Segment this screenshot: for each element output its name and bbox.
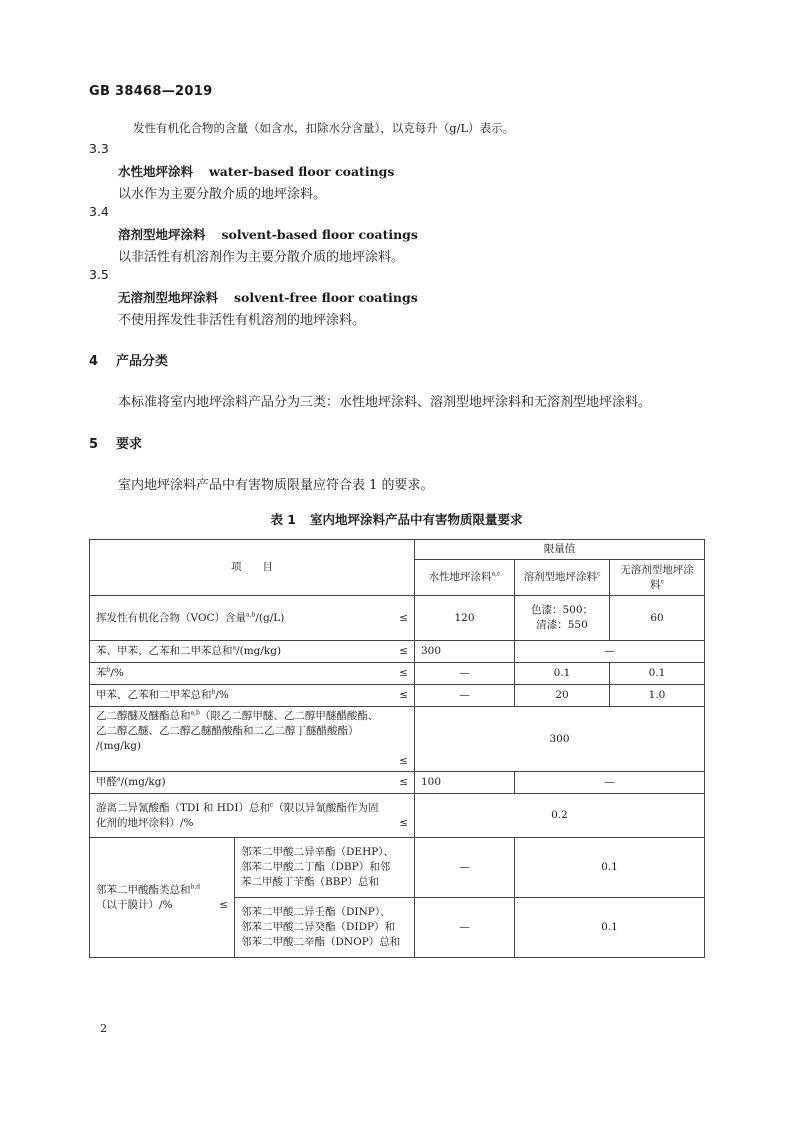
table-row (90, 707, 705, 772)
row-label: 游离二异氰酸酯（TDI 和 HDI）总和$^c$（限以异氰酸酯作为固 ≤ 化剂的地坪涂料）/% (90, 794, 415, 838)
section-number: 4 (89, 354, 99, 369)
section-title: 产品分类 (116, 354, 169, 369)
term-heading (118, 225, 418, 243)
header-solvent-cell: 溶剂型地坪涂料$^c$ (515, 560, 610, 596)
table-caption-label: 表 1 (270, 512, 297, 527)
intro-line: 发性有机化合物的含量（如含水，扣除水分含量），以克每升（g/L）表示。 (133, 121, 515, 135)
table-caption (0, 510, 793, 528)
row-label: ≤ 挥发性有机化合物（VOC）含量$^{a,b}$/(g/L) (90, 596, 415, 641)
dash-cell: — (515, 641, 705, 663)
dash-cell: — (415, 663, 515, 685)
value-cell: 300 (415, 707, 705, 772)
row-label: ≤ 甲醛$^a$/(mg/kg) (90, 772, 415, 794)
sub-label: 邻苯二甲酸二异壬酯（DINP）、 邻苯二甲酸二异癸酯（DIDP）和 邻苯二甲酸二辛酯（DNOP）总和 (235, 898, 415, 958)
header-limit-cell: 限量值 (415, 540, 705, 560)
standard-header: GB 38468—2019 (89, 84, 213, 99)
dash-cell: — (515, 772, 705, 794)
row-label: 乙二醇醚及醚酯总和$^{a,b}$（限乙二醇甲醚、乙二醇甲醚醋酸酯、 乙二醇乙醚、乙二醇乙醚醋酸酯和二乙二醇丁醚醋酸酯） /(mg/kg) ≤ (90, 707, 415, 772)
term-definition: 不使用挥发性非活性有机溶剂的地坪涂料。 (118, 313, 366, 328)
value-cell: 0.1 (610, 663, 705, 685)
term-zh: 水性地坪涂料 (118, 164, 194, 179)
term-en: water-based floor coatings (209, 164, 395, 179)
dash-cell: — (415, 685, 515, 707)
limits-table (89, 539, 705, 958)
value-cell: 0.1 (515, 838, 705, 898)
dash-cell: — (415, 838, 515, 898)
value-cell: 100 (415, 772, 515, 794)
value-cell: 色漆：500； 清漆：550 (515, 596, 610, 641)
row-label: ≤ 苯$^b$/% (90, 663, 415, 685)
term-number: 3.3 (89, 141, 109, 156)
term-number: 3.5 (89, 267, 109, 282)
table-row (90, 685, 705, 707)
row-label: 邻苯二甲酸酯类总和$^{b,d}$ ≤ （以干膜计）/% (90, 838, 235, 958)
row-label: ≤ 苯、甲苯、乙苯和二甲苯总和$^a$/(mg/kg) (90, 641, 415, 663)
value-cell: 60 (610, 596, 705, 641)
header-free-cell: 无溶剂型地坪涂料$^c$ (610, 560, 705, 596)
value-cell: 120 (415, 596, 515, 641)
term-definition: 以水作为主要分散介质的地坪涂料。 (118, 187, 327, 202)
header-water-cell: 水性地坪涂料$^{a,c}$ (415, 560, 515, 596)
section-heading (89, 350, 168, 369)
table-row (90, 838, 705, 898)
header-item-cell: 项 目 (90, 540, 415, 596)
value-cell: 20 (515, 685, 610, 707)
value-cell: 0.1 (515, 898, 705, 958)
section-heading (89, 433, 142, 452)
term-zh: 无溶剂型地坪涂料 (118, 290, 219, 305)
term-heading (118, 288, 418, 306)
value-cell: 0.2 (415, 794, 705, 838)
value-cell: 0.1 (515, 663, 610, 685)
sub-label: 邻苯二甲酸二异辛酯（DEHP）、 邻苯二甲酸二丁酯（DBP）和邻 苯二甲酸丁苄酯（BBP）总和 (235, 838, 415, 898)
term-number: 3.4 (89, 204, 109, 219)
table-row (90, 772, 705, 794)
table-row (90, 794, 705, 838)
value-cell: 300 (415, 641, 515, 663)
row-label: ≤ 甲苯、乙苯和二甲苯总和$^b$/% (90, 685, 415, 707)
term-zh: 溶剂型地坪涂料 (118, 227, 206, 242)
table-row (90, 596, 705, 641)
term-heading (118, 162, 394, 180)
table-row (90, 641, 705, 663)
term-en: solvent-based floor coatings (221, 227, 418, 242)
section-number: 5 (89, 437, 99, 452)
section-title: 要求 (116, 437, 143, 452)
value-cell: 1.0 (610, 685, 705, 707)
table-row (90, 663, 705, 685)
table-header-row (90, 540, 705, 560)
term-definition: 以非活性有机溶剂作为主要分散介质的地坪涂料。 (118, 250, 405, 265)
table-caption-title: 室内地坪涂料产品中有害物质限量要求 (310, 512, 523, 527)
section-text: 室内地坪涂料产品中有害物质限量应符合表 1 的要求。 (118, 478, 434, 493)
section-text: 本标准将室内地坪涂料产品分为三类：水性地坪涂料、溶剂型地坪涂料和无溶剂型地坪涂料。 (118, 395, 652, 410)
page-number: 2 (100, 1022, 107, 1035)
term-en: solvent-free floor coatings (234, 290, 418, 305)
dash-cell: — (415, 898, 515, 958)
